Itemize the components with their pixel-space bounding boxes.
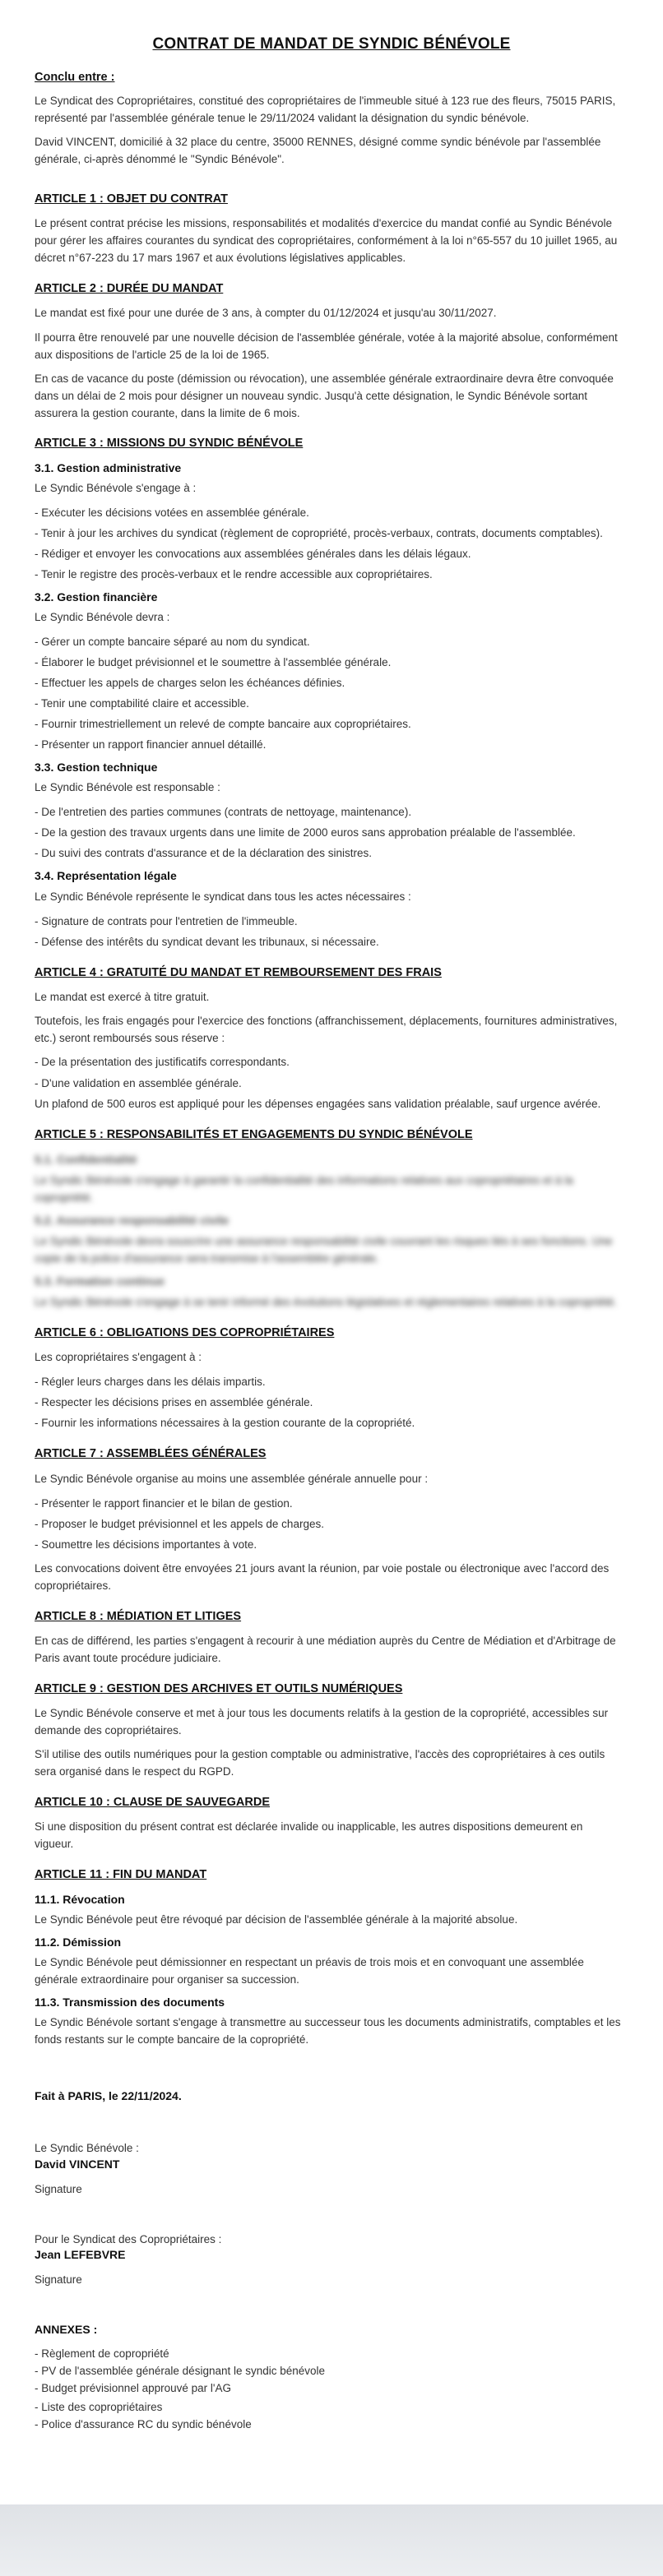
list-item: - Fournir trimestriellement un relevé de compte bancaire aux copropriétaires. [35, 718, 411, 730]
party1-line2: représenté par l'assemblée générale tenue le 29/11/2024 validant la désignation du syndic bénévole. [35, 112, 530, 124]
article-9-line1: Le Syndic Bénévole conserve et met à jour tous les documents relatifs à la gestion de la copropriété, accessibles sur [35, 1707, 609, 1719]
list-item: - Proposer le budget prévisionnel et les appels de charges. [35, 1518, 324, 1530]
article-11-sub2-line1: Le Syndic Bénévole peut démissionner en respectant un préavis de trois mois et en convoquant une assemblée [35, 1956, 584, 1968]
signature-1-label: Signature [35, 2183, 82, 2195]
article-3-sub2-intro: Le Syndic Bénévole devra : [35, 611, 170, 623]
article-10-line2: vigueur. [35, 1838, 74, 1850]
article-5-title: ARTICLE 5 : RESPONSABILITÉS ET ENGAGEMENTS DU SYNDIC BÉNÉVOLE [35, 1128, 473, 1141]
list-item: - Élaborer le budget prévisionnel et le soumettre à l'assemblée générale. [35, 656, 392, 668]
article-6-title: ARTICLE 6 : OBLIGATIONS DES COPROPRIÉTAIRES [35, 1326, 335, 1339]
article-3-sub4-intro: Le Syndic Bénévole représente le syndicat dans tous les actes nécessaires : [35, 890, 411, 903]
signatory-2-name: Jean LEFEBVRE [35, 2248, 126, 2261]
article-11-sub1-line1: Le Syndic Bénévole peut être révoqué par décision de l'assemblée générale à la majorité absolue. [35, 1913, 518, 1926]
signatory-1-role: Le Syndic Bénévole : [35, 2142, 139, 2154]
article-5-sub2-line1: Le Syndic Bénévole devra souscrire une assurance responsabilité civile couvrant les risques liés à ses fonctions. Une [35, 1235, 613, 1247]
article-3-title: ARTICLE 3 : MISSIONS DU SYNDIC BÉNÉVOLE [35, 437, 304, 450]
article-8-line2: Paris avant toute procédure judiciaire. [35, 1652, 221, 1664]
article-9-title: ARTICLE 9 : GESTION DES ARCHIVES ET OUTILS NUMÉRIQUES [35, 1682, 403, 1695]
list-item: - Présenter un rapport financier annuel détaillé. [35, 738, 267, 751]
article-11-title: ARTICLE 11 : FIN DU MANDAT [35, 1868, 207, 1881]
article-5-sub2: 5.2. Assurance responsabilité civile [35, 1214, 230, 1227]
annex-item: - Budget prévisionnel approuvé par l'AG [35, 2382, 231, 2394]
article-2-line2: Il pourra être renouvelé par une nouvelle décision de l'assemblée générale, votée à la majorité absolue, conformément [35, 331, 618, 344]
list-item: - Effectuer les appels de charges selon les échéances définies. [35, 677, 345, 689]
article-9-line4: sera organisé dans le respect du RGPD. [35, 1765, 234, 1778]
article-1-line3: décret n°67-223 du 17 mars 1967 et aux évolutions législatives applicables. [35, 252, 406, 264]
article-11-sub3-line2: fonds restants sur le compte bancaire de la copropriété. [35, 2033, 309, 2046]
article-10-title: ARTICLE 10 : CLAUSE DE SAUVEGARDE [35, 1796, 271, 1809]
list-item: - D'une validation en assemblée générale. [35, 1077, 242, 1089]
article-1-line2: pour gérer les affaires courantes du syndicat des copropriétaires, conformément à la loi n°65-557 du 10 juillet 1965, au [35, 234, 618, 247]
signature-2-label: Signature [35, 2273, 82, 2286]
party2-line1: David VINCENT, domicilié à 32 place du centre, 35000 RENNES, désigné comme syndic bénévole par l'assemblée [35, 136, 601, 148]
article-4-line4: Un plafond de 500 euros est appliqué pour les dépenses engagées sans validation préalable, sauf urgence avérée. [35, 1098, 601, 1110]
list-item: - Exécuter les décisions votées en assemblée générale. [35, 506, 309, 519]
list-item: - Rédiger et envoyer les convocations aux assemblées générales dans les délais légaux. [35, 548, 471, 560]
list-item: - Fournir les informations nécessaires à la gestion courante de la copropriété. [35, 1417, 415, 1429]
party1-line1: Le Syndicat des Copropriétaires, constitué des copropriétaires de l'immeuble situé à 123 rue des fleurs, 75015 PARIS, [35, 95, 616, 107]
list-item: - Tenir à jour les archives du syndicat (règlement de copropriété, procès-verbaux, contrats, documents comptables). [35, 527, 603, 539]
article-9-line3: S'il utilise des outils numériques pour la gestion comptable ou administrative, l'accès des copropriétaires à ces outils [35, 1748, 605, 1760]
article-4-line2: Toutefois, les frais engagés pour l'exercice des fonctions (affranchissement, déplacements, fournitures administratives, [35, 1015, 618, 1027]
article-5-sub1: 5.1. Confidentialité [35, 1153, 137, 1166]
article-3-sub2: 3.2. Gestion financière [35, 590, 158, 604]
list-item: - Régler leurs charges dans les délais impartis. [35, 1376, 266, 1388]
article-1-line1: Le présent contrat précise les missions, responsabilités et modalités d'exercice du mandat confié au Syndic Bénévole [35, 217, 612, 229]
article-11-sub1: 11.1. Révocation [35, 1893, 125, 1906]
annex-item: - Liste des copropriétaires [35, 2401, 163, 2413]
annexes-title: ANNEXES : [35, 2323, 98, 2336]
annex-item: - Police d'assurance RC du syndic bénévole [35, 2418, 252, 2430]
article-9-line2: demande des copropriétaires. [35, 1724, 182, 1737]
list-item: - De la gestion des travaux urgents dans une limite de 2000 euros sans approbation préalable de l'assemblée. [35, 826, 576, 839]
list-item: - Tenir le registre des procès-verbaux et le rendre accessible aux copropriétaires. [35, 568, 433, 580]
parties-heading: Conclu entre : [35, 71, 115, 84]
list-item: - Présenter le rapport financier et le bilan de gestion. [35, 1497, 293, 1510]
article-7-intro: Le Syndic Bénévole organise au moins une assemblée générale annuelle pour : [35, 1473, 429, 1485]
list-item: - Respecter les décisions prises en assemblée générale. [35, 1396, 313, 1408]
list-item: - Du suivi des contrats d'assurance et de la déclaration des sinistres. [35, 847, 373, 859]
annex-item: - PV de l'assemblée générale désignant le syndic bénévole [35, 2365, 326, 2377]
list-item: - Défense des intérêts du syndicat devant les tribunaux, si nécessaire. [35, 936, 379, 948]
article-4-line1: Le mandat est exercé à titre gratuit. [35, 991, 210, 1003]
annex-item: - Règlement de copropriété [35, 2347, 169, 2360]
article-7-line2: copropriétaires. [35, 1579, 112, 1592]
article-3-sub1-intro: Le Syndic Bénévole s'engage à : [35, 482, 197, 494]
article-3-sub1: 3.1. Gestion administrative [35, 461, 182, 474]
article-6-intro: Les copropriétaires s'engagent à : [35, 1351, 202, 1363]
article-3-sub3-intro: Le Syndic Bénévole est responsable : [35, 781, 220, 793]
list-item: - Gérer un compte bancaire séparé au nom du syndicat. [35, 636, 310, 648]
article-1-title: ARTICLE 1 : OBJET DU CONTRAT [35, 192, 228, 206]
list-item: - Soumettre les décisions importantes à vote. [35, 1538, 257, 1551]
article-2-line3: aux dispositions de l'article 25 de la loi de 1965. [35, 349, 270, 361]
article-3-sub3: 3.3. Gestion technique [35, 761, 158, 774]
article-5-sub3-line1: Le Syndic Bénévole s'engage à se tenir informé des évolutions législatives et réglementaires relatives à la copropriété. [35, 1296, 617, 1308]
article-5-sub1-line2: copropriété. [35, 1191, 94, 1204]
article-4-line3: etc.) seront remboursés sous réserve : [35, 1032, 225, 1044]
article-5-sub3: 5.3. Formation continue [35, 1274, 165, 1288]
article-11-sub3: 11.3. Transmission des documents [35, 1996, 225, 2009]
article-2-line1: Le mandat est fixé pour une durée de 3 ans, à compter du 01/12/2024 et jusqu'au 30/11/2027. [35, 307, 497, 319]
article-11-sub2: 11.2. Démission [35, 1935, 122, 1949]
article-10-line1: Si une disposition du présent contrat est déclarée invalide ou inapplicable, les autres dispositions demeurent en [35, 1820, 583, 1833]
signatory-1-name: David VINCENT [35, 2157, 120, 2171]
article-5-sub1-line1: Le Syndic Bénévole s'engage à garantir la confidentialité des informations relatives aux copropriétaires et à la [35, 1174, 573, 1186]
article-8-line1: En cas de différend, les parties s'engagent à recourir à une médiation auprès du Centre de Médiation et d'Arbitrage de [35, 1635, 616, 1647]
article-8-title: ARTICLE 8 : MÉDIATION ET LITIGES [35, 1610, 242, 1623]
article-2-line5: dans un délai de 2 mois pour désigner un nouveau syndic. Jusqu'à cette désignation, le Syndic Bénévole sortant [35, 390, 588, 402]
article-4-title: ARTICLE 4 : GRATUITÉ DU MANDAT ET REMBOURSEMENT DES FRAIS [35, 966, 442, 979]
article-5-sub2-line2: copie de la police d'assurance sera transmise à l'assemblée générale. [35, 1252, 379, 1265]
document-title: CONTRAT DE MANDAT DE SYNDIC BÉNÉVOLE [152, 35, 511, 53]
article-7-line1: Les convocations doivent être envoyées 21 jours avant la réunion, par voie postale ou électronique avec l'accord des [35, 1562, 610, 1575]
place-date: Fait à PARIS, le 22/11/2024. [35, 2089, 182, 2102]
article-2-title: ARTICLE 2 : DURÉE DU MANDAT [35, 282, 224, 295]
list-item: - De la présentation des justificatifs correspondants. [35, 1056, 290, 1068]
party2-line2: générale, ci-après dénommé le "Syndic Bénévole". [35, 153, 285, 165]
list-item: - De l'entretien des parties communes (contrats de nettoyage, maintenance). [35, 806, 412, 818]
list-item: - Tenir une comptabilité claire et accessible. [35, 697, 249, 710]
article-11-sub3-line1: Le Syndic Bénévole sortant s'engage à transmettre au successeur tous les documents administratifs, comptables et les [35, 2016, 621, 2028]
list-item: - Signature de contrats pour l'entretien de l'immeuble. [35, 915, 298, 927]
article-11-sub2-line2: générale extraordinaire pour organiser sa succession. [35, 1973, 299, 1986]
article-2-line4: En cas de vacance du poste (démission ou révocation), une assemblée générale extraordinaire devra être convoquée [35, 372, 614, 385]
signatory-2-role: Pour le Syndicat des Copropriétaires : [35, 2233, 222, 2245]
article-3-sub4: 3.4. Représentation légale [35, 869, 177, 882]
article-7-title: ARTICLE 7 : ASSEMBLÉES GÉNÉRALES [35, 1447, 267, 1460]
viewer-background [0, 2504, 663, 2576]
article-2-line6: assurera la gestion courante, dans la limite de 6 mois. [35, 407, 300, 419]
